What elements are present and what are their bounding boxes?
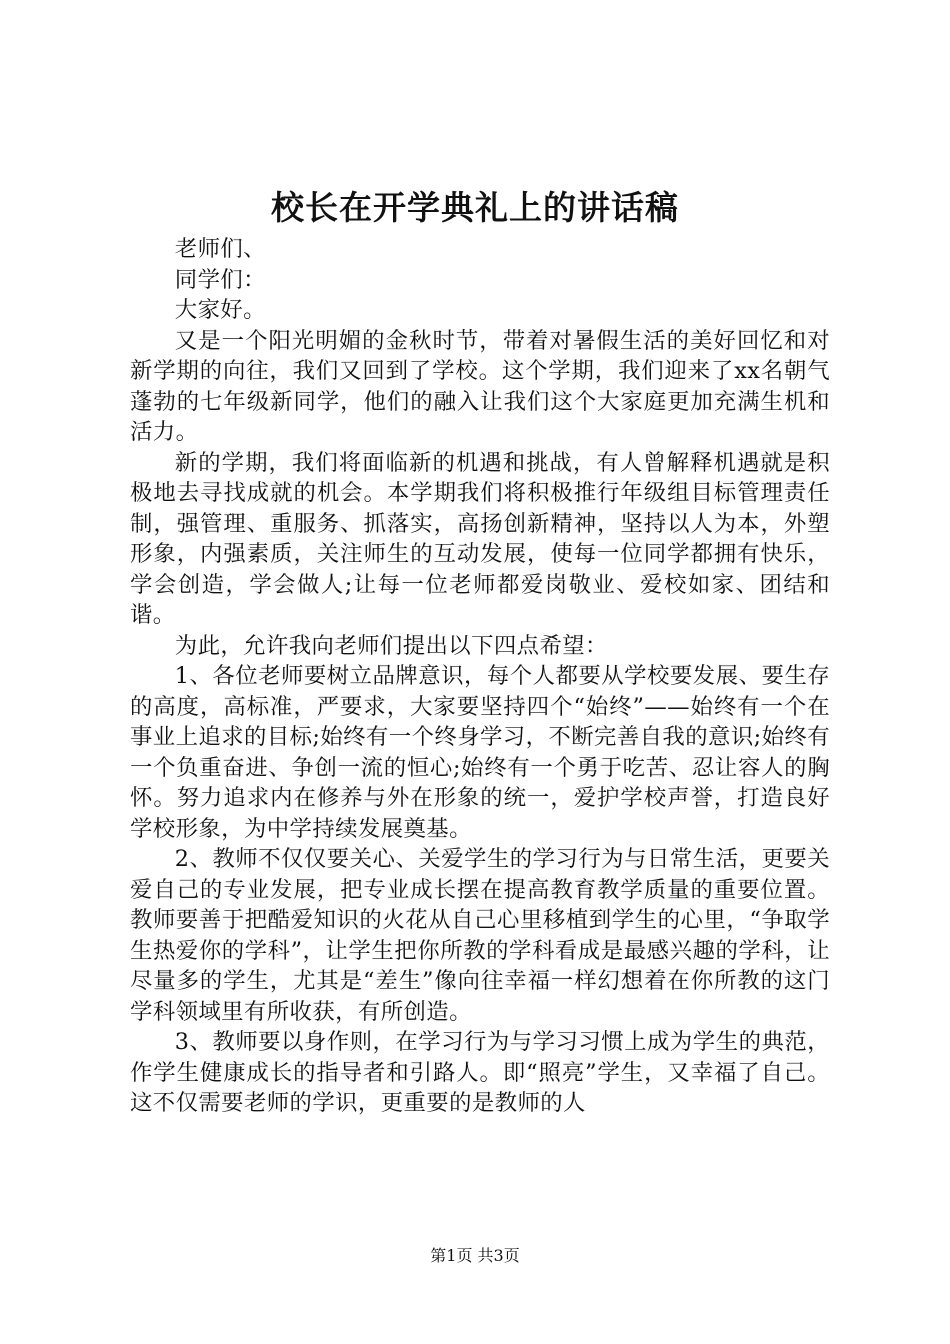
paragraph-salutation-teachers: 老师们、 — [174, 236, 266, 262]
page-indicator: 第1页 共3页 — [430, 1246, 520, 1265]
paragraph-hope-1: 1、各位老师要树立品牌意识，每个人都要从学校要发展、要生存的高度，高标准，严要求，大家要坚持四个“始终”——始终有一个在事业上追求的目标;始终有一个终身学习，不断完善自我的意识;始终有一个负重奋进、争创一流的恒心;始终有一个勇于吃苦、忍让容人的胸怀。努力追求内在修养与外在形象的统一，爱护学校声誉，打造良好学校形象，为中学持续发展奠基。 — [130, 663, 830, 842]
paragraph-greeting: 大家好。 — [174, 297, 266, 323]
paragraph-new-semester: 新的学期，我们将面临新的机遇和挑战，有人曾解释机遇就是积极地去寻找成就的机会。本学期我们将积极推行年级组目标管理责任制，强管理、重服务、抓落实，高扬创新精神，坚持以人为本，外塑形象，内强素质，关注师生的互动发展，使每一位同学都拥有快乐，学会创造，学会做人;让每一位老师都爱岗敬业、爱校如家、团结和谐。 — [130, 449, 830, 628]
paragraph-intro: 又是一个阳光明媚的金秋时节，带着对暑假生活的美好回忆和对新学期的向往，我们又回到了学校。这个学期，我们迎来了xx名朝气蓬勃的七年级新同学，他们的融入让我们这个大家庭更加充满生机和活力。 — [130, 327, 830, 445]
document-body — [130, 234, 830, 1119]
paragraph-hope-2: 2、教师不仅仅要关心、关爱学生的学习行为与日常生活，更要关爱自己的专业发展，把专业成长摆在提高教育教学质量的重要位置。教师要善于把酷爱知识的火花从自己心里移植到学生的心里，“争取学生热爱你的学科”，让学生把你所教的学科看成是最感兴趣的学科，让尽量多的学生，尤其是“差生”像向往幸福一样幻想着在你所教的这门学科领域里有所收获，有所创造。 — [130, 846, 830, 1025]
paragraph-four-hopes: 为此，允许我向老师们提出以下四点希望： — [174, 632, 608, 659]
paragraph-salutation-students: 同学们： — [174, 266, 266, 293]
document-title: 校长在开学典礼上的讲话稿 — [271, 188, 679, 227]
paragraph-hope-3: 3、教师要以身作则，在学习行为与学习习惯上成为学生的典范，作学生健康成长的指导者和引路人。即“照亮”学生，又幸福了自己。这不仅需要老师的学识，更重要的是教师的人 — [130, 1029, 830, 1116]
